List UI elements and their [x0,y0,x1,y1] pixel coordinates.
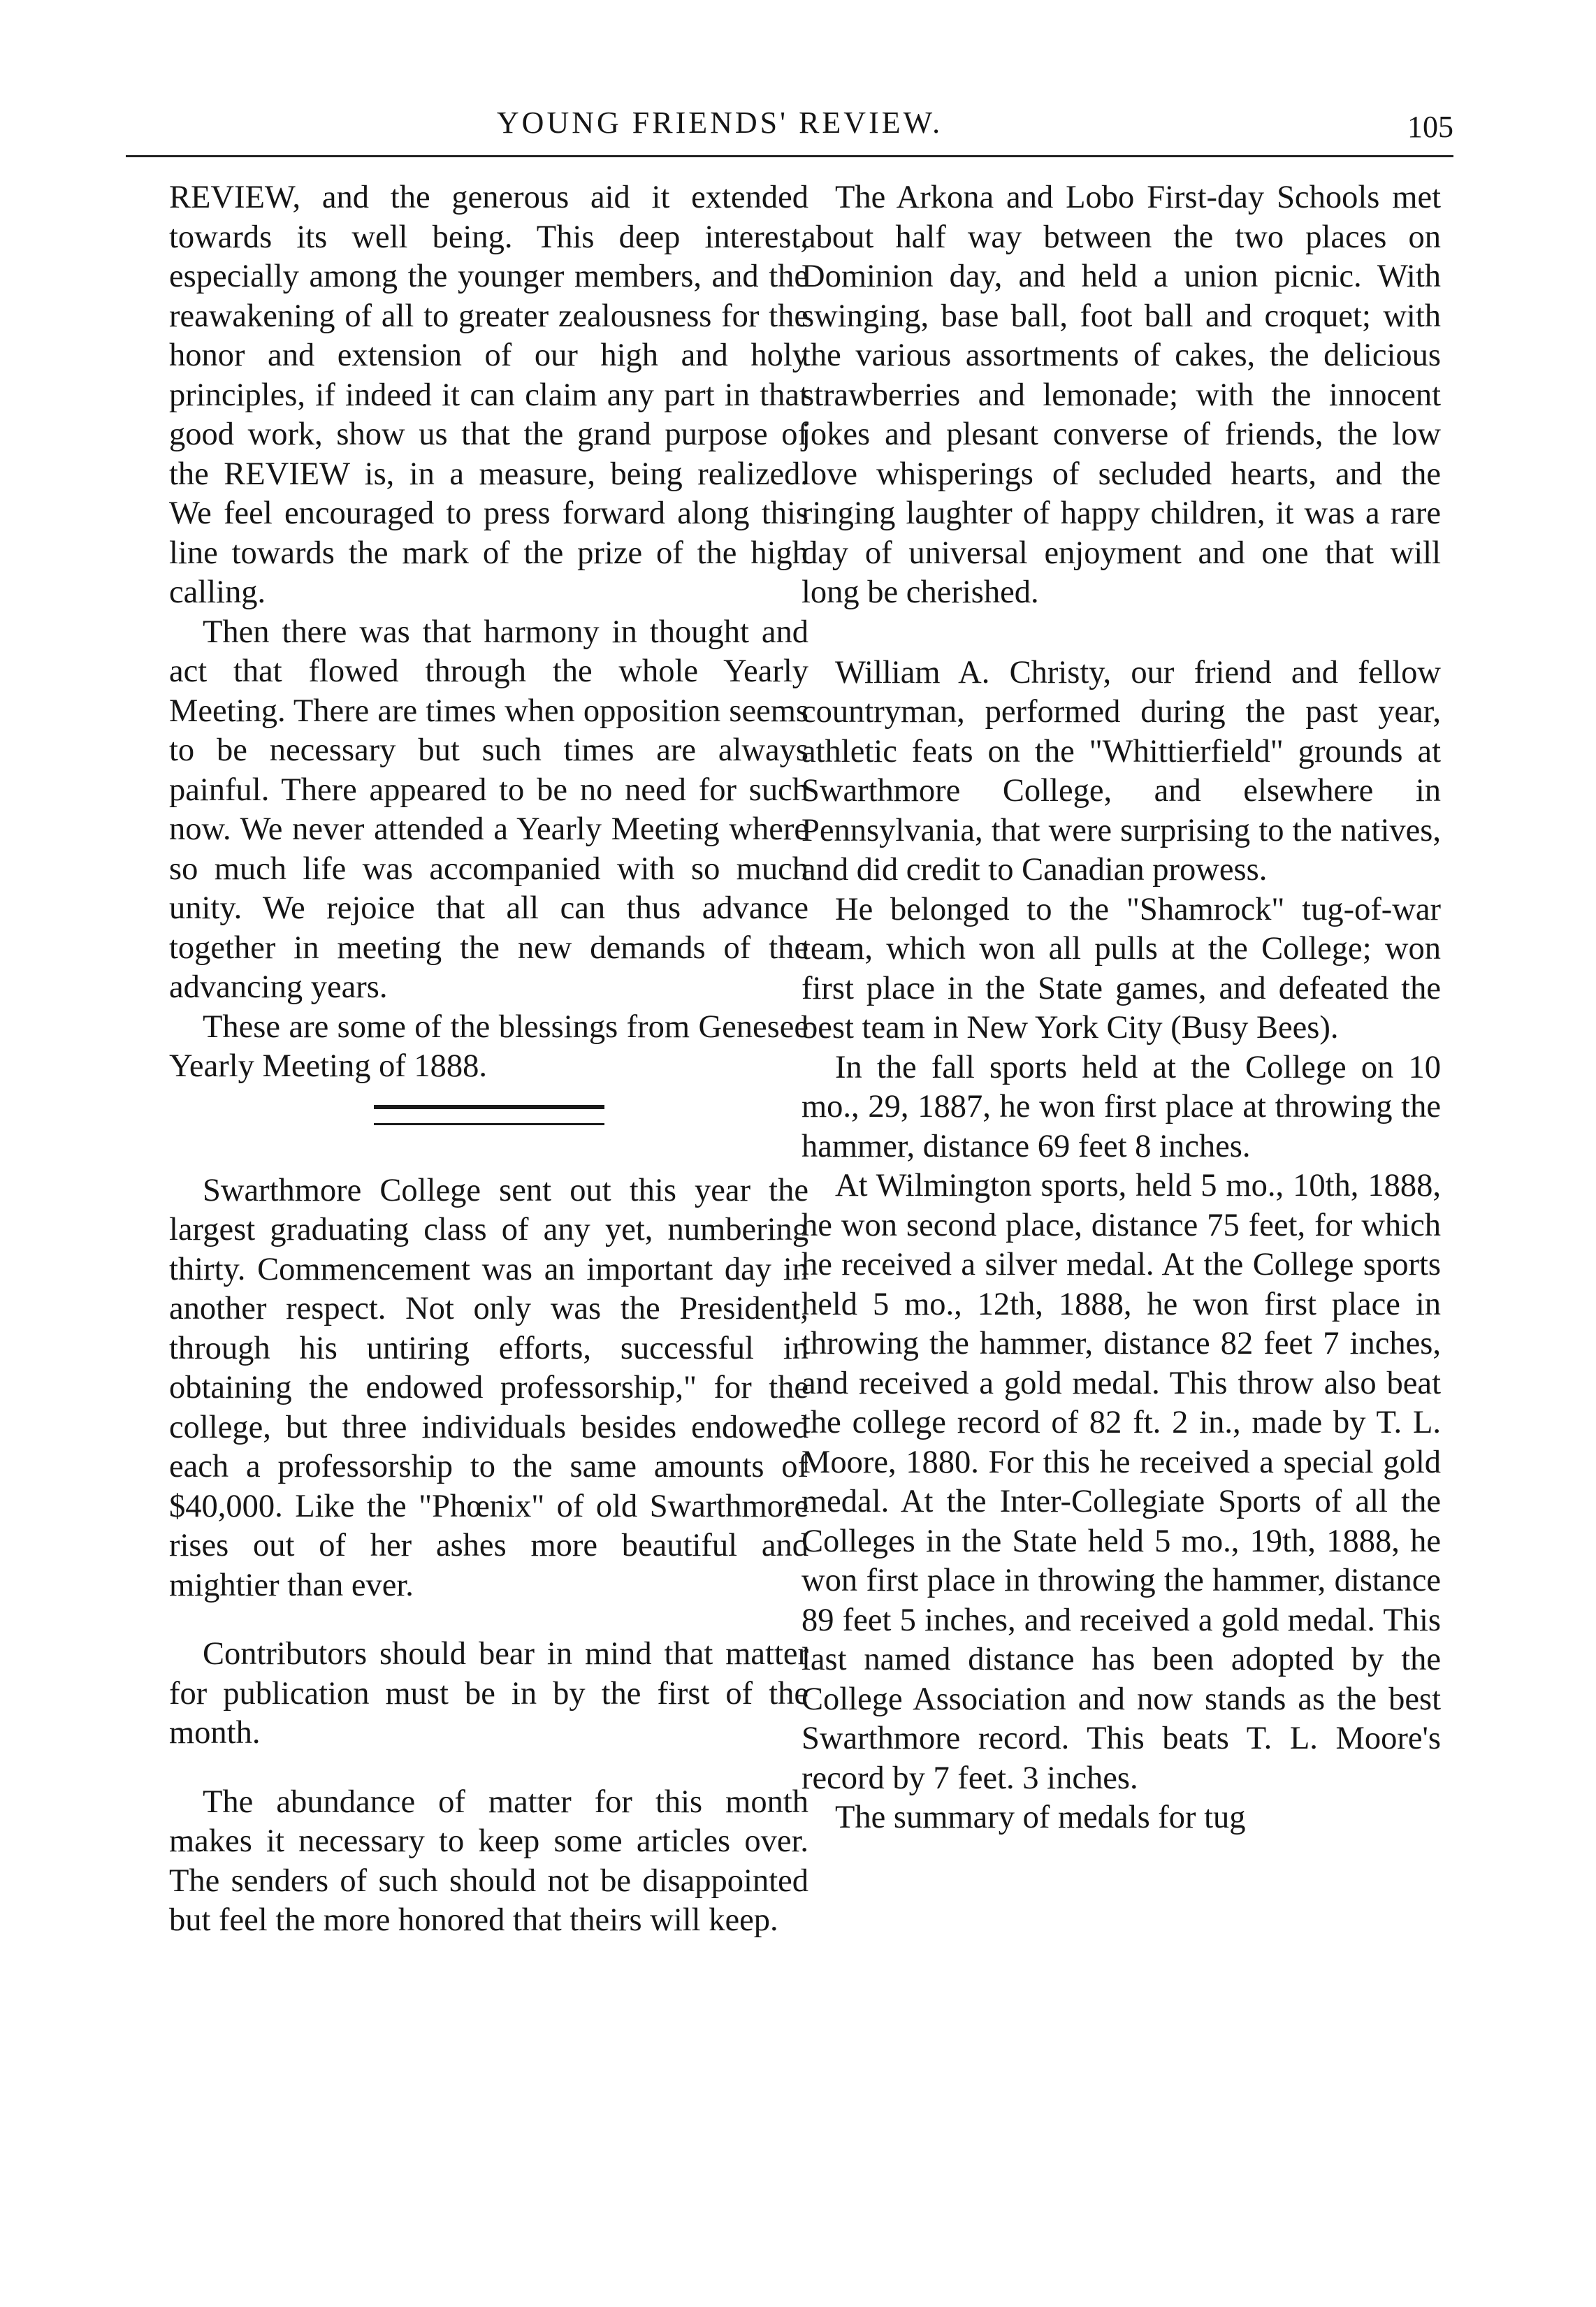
section-separator-rule [374,1105,604,1125]
paragraph-abundance-notice: The abundance of matter for this month makes it necessary to keep some articles over. The senders of such should not be disappointed but feel the more honored that theirs will keep. [169,1784,808,1938]
paragraph-contributors-notice: Contributors should bear in mind that matter for publication must be in by the first of the month. [169,1636,808,1751]
header-rule [126,155,1453,157]
paragraph-medals-summary: The summary of medals for tug [835,1800,1246,1835]
page-number: 105 [1407,110,1453,144]
paragraph-shamrock-team: He belonged to the "Shamrock" tug-of-war team, which won all pulls at the College; won first place in the State games, and defeated the best team in New York City (Busy Bees). [801,891,1441,1046]
right-column [801,178,1441,1838]
paragraph-picnic: The Arkona and Lobo First-day Schools met about half way between the two places on Dominion day, and held a union picnic. With swinging, base ball, foot ball and croquet; with the various assortments of cakes, the delicious strawberries and lemonade; with the innocent jokes and plesant converse of friends, the low love whisperings of secluded hearts, and the ringing laughter of happy children, it was a rare day of universal enjoyment and one that will long be cherished. [801,180,1441,610]
paragraph-review-continuation: REVIEW, and the generous aid it extended towards its well being. This deep interest, especially among the younger members, and the reawakening of all to greater zealousness for the honor and extension of our high and holy principles, if indeed it can claim any part in that good work, show us that the grand purpose of the REVIEW is, in a measure, being realized. We feel encouraged to press forward along this line towards the mark of the prize of the high calling. [169,180,808,610]
paragraph-swarthmore-college: Swarthmore College sent out this year the largest graduating class of any yet, numbering thirty. Commencement was an important day in another respect. Not only was the President, through his untiring efforts, successful in obtaining the endowed professorship," for the college, but three individuals besides endowed each a professorship to the same amounts of $40,000. Like the "Phœnix" of old Swarthmore rises out of her ashes more beautiful and mightier than ever. [169,1172,808,1603]
left-column [169,178,808,1941]
paragraph-fall-sports: In the fall sports held at the College on 10 mo., 29, 1887, he won first place at throwing the hammer, distance 69 feet 8 inches. [801,1049,1441,1164]
page-header [126,105,1453,158]
paragraph-wilmington-sports: At Wilmington sports, held 5 mo., 10th, 1888, he won second place, distance 75 feet, for which he received a silver medal. At the College sports held 5 mo., 12th, 1888, he won first place in throwing the hammer, distance 82 feet 7 inches, and received a gold medal. This throw also beat the college record of 82 ft. 2 in., made by T. L. Moore, 1880. For this he received a special gold medal. At the Inter-Collegiate Sports of all the Colleges in the State held 5 mo., 19th, 1888, he won first place in throwing the hammer, distance 89 feet 5 inches, and received a gold medal. This last named distance has been adopted by the College Association and now stands as the best Swarthmore record. This beats T. L. Moore's record by 7 feet. 3 inches. [801,1168,1441,1796]
paragraph-christy-intro: William A. Christy, our friend and fellow countryman, performed during the past year, athletic feats on the "Whittierfield" grounds at Swarthmore College, and elsewhere in Pennsylvania, that were surprising to the natives, and did credit to Canadian prowess. [801,654,1441,888]
paragraph-blessings: These are some of the blessings from Genesee Yearly Meeting of 1888. [169,1008,808,1084]
running-title: YOUNG FRIENDS' REVIEW. [496,106,943,140]
paragraph-harmony: Then there was that harmony in thought and act that flowed through the whole Yearly Meeting. There are times when opposition seems to be necessary but such times are always painful. There appeared to be no need for such now. We never attended a Yearly Meeting where so much life was accompanied with so much unity. We rejoice that all can thus advance together in meeting the new demands of the advancing years. [169,614,808,1005]
